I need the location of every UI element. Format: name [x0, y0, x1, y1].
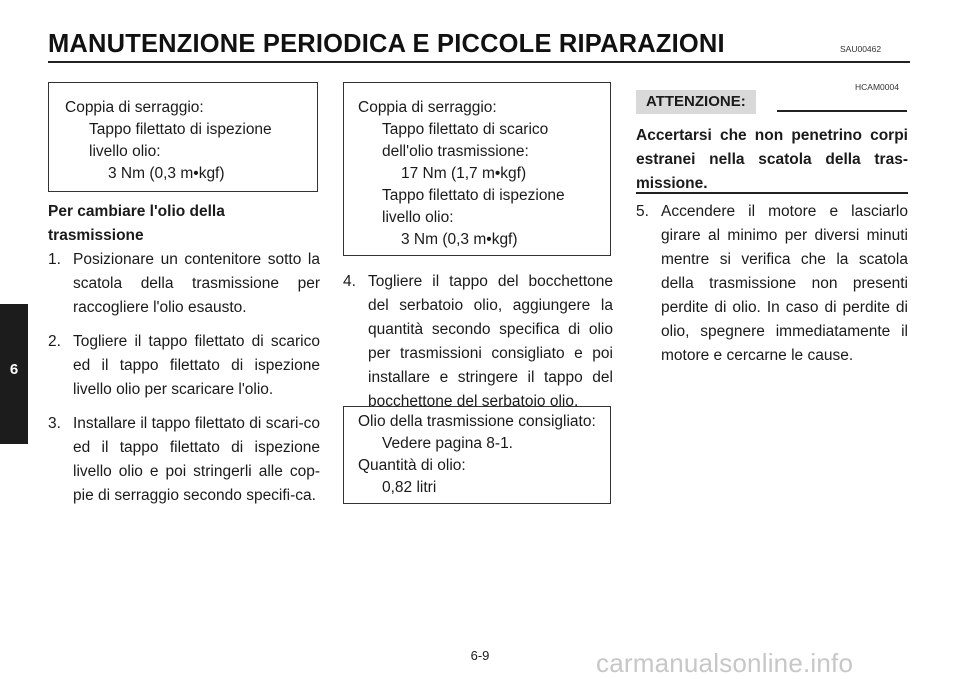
torque-box-2-line: Coppia di serraggio: [358, 99, 497, 116]
section-heading-line: trasmissione [48, 227, 144, 244]
section-heading [48, 200, 320, 248]
step-text: Posizionare un contenitore sotto la scatola della trasmissione per raccogliere l'olio esausto. [73, 251, 320, 316]
torque-box-2-line: 17 Nm (1,7 m•kgf) [401, 165, 527, 182]
header-divider [48, 61, 910, 63]
step-number: 2. [48, 333, 61, 350]
step-number: 1. [48, 251, 61, 268]
section-code: SAU00462 [840, 44, 882, 54]
attention-code: HCAM0004 [855, 82, 899, 92]
attention-bottom-rule [636, 192, 908, 194]
oil-box-line: Olio della trasmissione consigliato: [358, 413, 596, 430]
step-text: Accendere il motore e lasciarlo girare al minimo per diversi minuti mentre si verifica che la scatola della trasmissione non presenti perdite di olio. In caso di perdite di olio, spegnere immediatamente il motore e cercarne le cause. [661, 203, 908, 364]
attention-text: Accertarsi che non penetrino corpi estranei nella scatola della tras-missione. [636, 127, 908, 192]
step-5 [636, 200, 908, 368]
torque-box-2-line: Tappo filettato di scarico [382, 121, 549, 138]
torque-box-1-line: Tappo filettato di ispezione [89, 121, 272, 138]
step-1 [48, 248, 320, 320]
chapter-tab-label: 6 [9, 361, 19, 378]
oil-spec-box [343, 406, 611, 504]
oil-box-line: Quantità di olio: [358, 457, 466, 474]
step-text: Togliere il tappo filettato di scarico ed il tappo filettato di ispezione livello olio per scaricare l'olio. [73, 333, 320, 398]
step-number: 4. [343, 273, 356, 290]
section-heading-line: Per cambiare l'olio della [48, 203, 225, 220]
step-text: Installare il tappo filettato di scari-co ed il tappo filettato di ispezione livello olio e poi stringerli alle cop-pie di serraggio secondo specifi-ca. [73, 415, 320, 504]
page-title: MANUTENZIONE PERIODICA E PICCOLE RIPARAZIONI [48, 28, 725, 58]
torque-spec-box-2 [343, 82, 611, 256]
torque-box-2-line: dell'olio trasmissione: [382, 143, 529, 160]
torque-box-1-line: Coppia di serraggio: [65, 99, 204, 116]
step-3 [48, 412, 320, 508]
torque-box-2-line: 3 Nm (0,3 m•kgf) [401, 231, 518, 248]
step-number: 5. [636, 203, 649, 220]
oil-box-line: Vedere pagina 8-1. [382, 435, 513, 452]
torque-box-1-line: 3 Nm (0,3 m•kgf) [108, 165, 225, 182]
torque-box-2-line: Tappo filettato di ispezione [382, 187, 565, 204]
torque-spec-box-1 [48, 82, 318, 192]
page-number: 6-9 [470, 648, 490, 663]
oil-box-line: 0,82 litri [382, 479, 437, 496]
step-2 [48, 330, 320, 402]
step-number: 3. [48, 415, 61, 432]
step-4 [343, 270, 613, 414]
attention-rule [777, 110, 907, 112]
step-text: Togliere il tappo del bocchettone del serbatoio olio, aggiungere la quantità secondo specifica di olio per trasmissioni consigliato e poi installare e stringere il tappo del bocchettone del serbatoio olio. [368, 273, 613, 410]
attention-label: ATTENZIONE: [636, 90, 756, 114]
watermark: carmanualsonline.info [596, 648, 854, 678]
torque-box-2-line: livello olio: [382, 209, 454, 226]
torque-box-1-line: livello olio: [89, 143, 161, 160]
